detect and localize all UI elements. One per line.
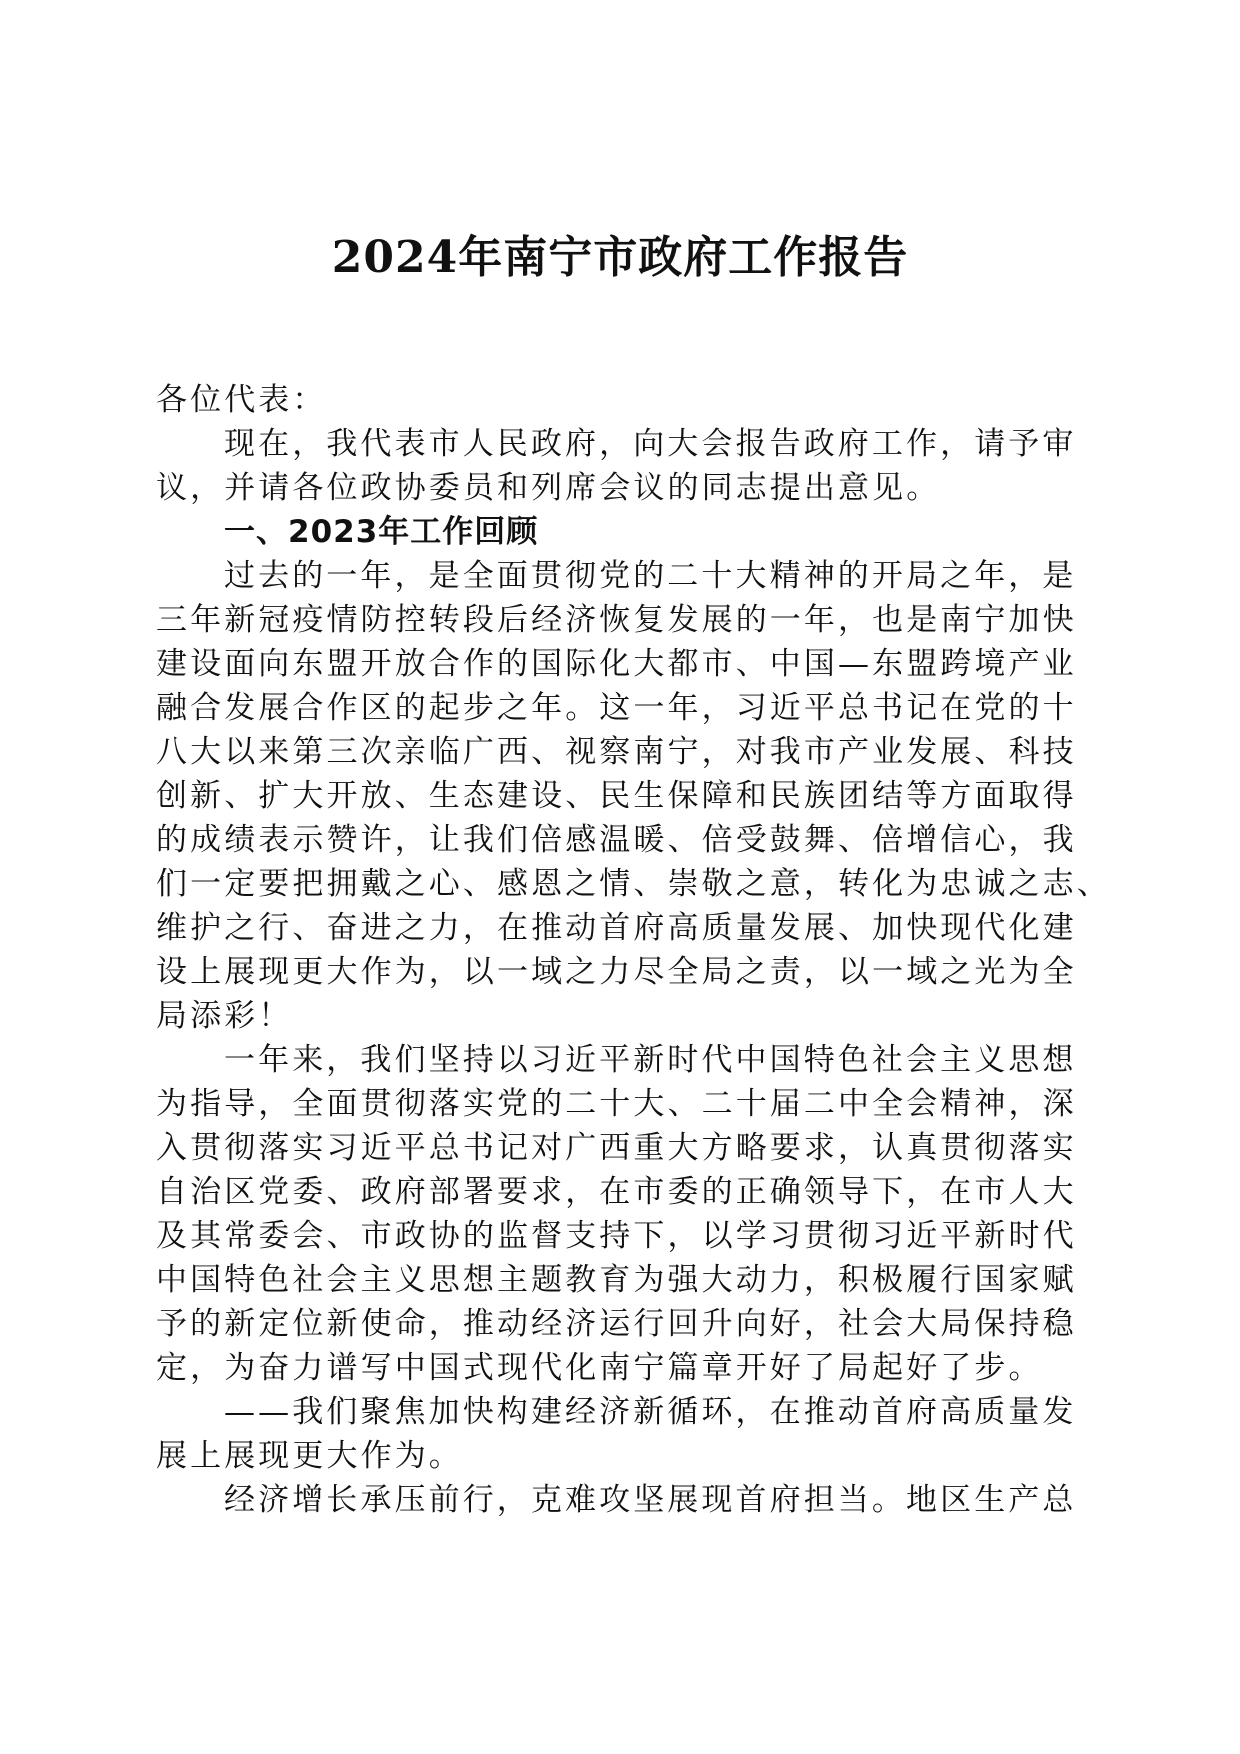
document-body bbox=[156, 378, 1111, 1522]
paragraph-line: 入贯彻落实习近平总书记对广西重大方略要求，认真贯彻落实 bbox=[156, 1130, 1077, 1166]
paragraph-line: 三年新冠疫情防控转段后经济恢复发展的一年，也是南宁加快 bbox=[156, 602, 1077, 638]
paragraph-line: 经济增长承压前行，克难攻坚展现首府担当。地区生产总 bbox=[224, 1482, 1077, 1518]
salutation: 各位代表： bbox=[156, 382, 327, 418]
paragraph-line: 融合发展合作区的起步之年。这一年，习近平总书记在党的十 bbox=[156, 690, 1077, 726]
paragraph-line: ——我们聚焦加快构建经济新循环，在推动首府高质量发 bbox=[224, 1394, 1077, 1430]
paragraph-line: 展上展现更大作为。 bbox=[156, 1438, 463, 1474]
paragraph-line: 议，并请各位政协委员和列席会议的同志提出意见。 bbox=[156, 470, 941, 506]
paragraph-line: 为指导，全面贯彻落实党的二十大、二十届二中全会精神，深 bbox=[156, 1086, 1077, 1122]
paragraph-line: 一年来，我们坚持以习近平新时代中国特色社会主义思想 bbox=[224, 1042, 1077, 1078]
paragraph-line: 予的新定位新使命，推动经济运行回升向好，社会大局保持稳 bbox=[156, 1306, 1077, 1342]
paragraph-line: 设上展现更大作为，以一域之力尽全局之责，以一域之光为全 bbox=[156, 954, 1077, 990]
paragraph-line: 创新、扩大开放、生态建设、民生保障和民族团结等方面取得 bbox=[156, 778, 1077, 814]
section-heading: 一、2023年工作回顾 bbox=[224, 514, 539, 550]
paragraph-line: 的成绩表示赞许，让我们倍感温暖、倍受鼓舞、倍增信心，我 bbox=[156, 822, 1077, 858]
paragraph-line: 过去的一年，是全面贯彻党的二十大精神的开局之年，是 bbox=[224, 558, 1077, 594]
paragraph-line: 八大以来第三次亲临广西、视察南宁，对我市产业发展、科技 bbox=[156, 734, 1077, 770]
paragraph-line: 定，为奋力谱写中国式现代化南宁篇章开好了局起好了步。 bbox=[156, 1350, 1043, 1386]
paragraph-line: 自治区党委、政府部署要求，在市委的正确领导下，在市人大 bbox=[156, 1174, 1077, 1210]
paragraph-line: 及其常委会、市政协的监督支持下，以学习贯彻习近平新时代 bbox=[156, 1218, 1077, 1254]
paragraph-line: 现在，我代表市人民政府，向大会报告政府工作，请予审 bbox=[224, 426, 1077, 462]
paragraph-line: 局添彩！ bbox=[156, 998, 293, 1034]
paragraph-line: 们一定要把拥戴之心、感恩之情、崇敬之意，转化为忠诚之志、 bbox=[156, 866, 1111, 902]
document-title: 2024年南宁市政府工作报告 bbox=[331, 232, 909, 283]
paragraph-line: 建设面向东盟开放合作的国际化大都市、中国—东盟跨境产业 bbox=[156, 646, 1077, 682]
paragraph-line: 中国特色社会主义思想主题教育为强大动力，积极履行国家赋 bbox=[156, 1262, 1077, 1298]
paragraph-line: 维护之行、奋进之力，在推动首府高质量发展、加快现代化建 bbox=[156, 910, 1077, 946]
